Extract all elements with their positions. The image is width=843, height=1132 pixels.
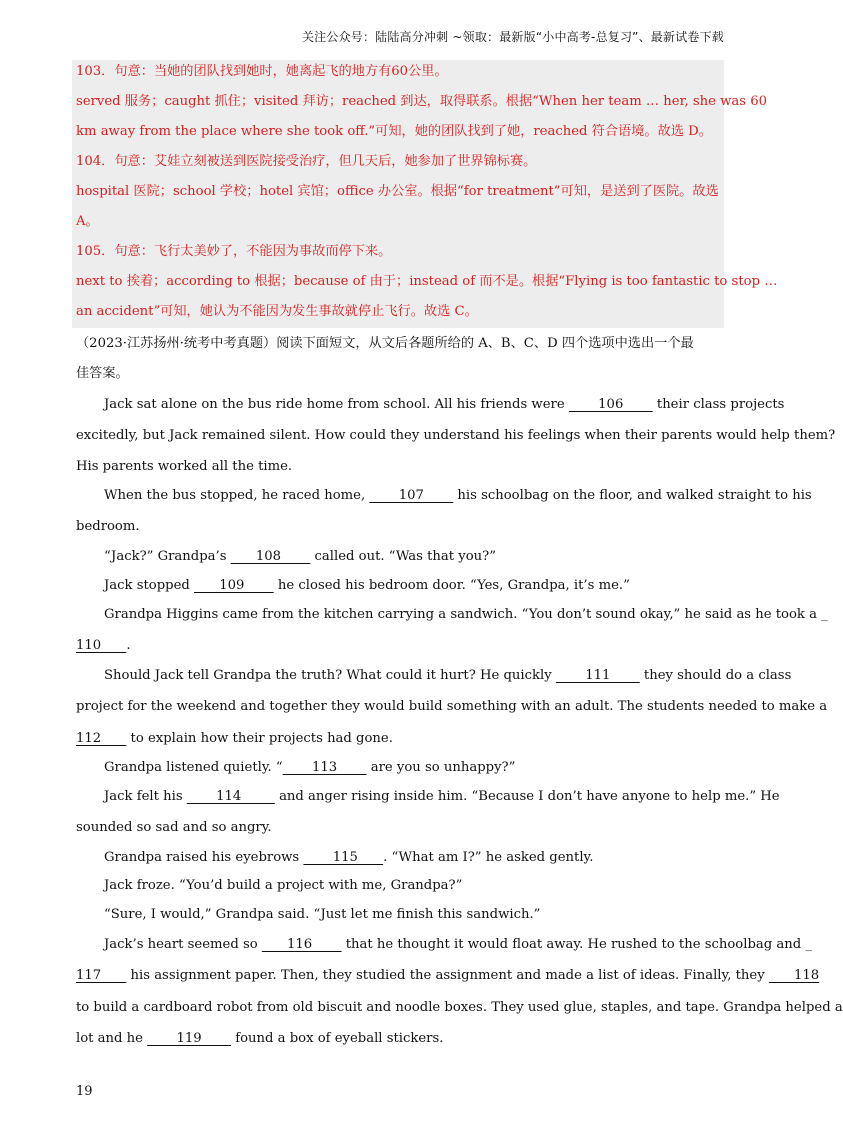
passage-line (104, 843, 724, 873)
passage-text: Jack stopped (104, 578, 195, 593)
answer-line: hospital 医院；school 学校；hotel 宾馆；office 办公室。根据“for treatment”可知，是送到了医院。故选 (76, 184, 719, 199)
passage-line (76, 724, 724, 754)
passage-line: His parents worked all the time. (76, 459, 293, 474)
passage-line: “Sure, I would,” Grandpa said. “Just let me finish this sandwich.” (104, 907, 541, 922)
passage-text: that he thought it would float away. He rushed to the schoolbag and _ (345, 937, 812, 952)
passage-text: and anger rising inside him. “Because I don’t have anyone to help me.” He (279, 789, 780, 804)
passage-line: Jack froze. “You’d build a project with me, Grandpa?” (104, 878, 463, 893)
passage-line (104, 661, 792, 691)
blank-112: 112 (76, 731, 127, 746)
answer-line: an accident”可知，她认为不能因为发生事故就停止飞行。故选 C。 (76, 304, 478, 319)
blank-111: 111 (555, 668, 640, 683)
passage-line (104, 753, 724, 783)
blank-115: 115 (303, 850, 384, 865)
passage-line (104, 571, 724, 601)
passage-line: Grandpa Higgins came from the kitchen carrying a sandwich. “You don’t sound okay,” he said as he took a _ (104, 607, 828, 622)
passage-line (76, 961, 820, 991)
answer-line: next to 挨着；according to 根据；because of 由于；instead of 而不是。根据“Flying is too fantastic to stop … (76, 274, 778, 289)
question-intro: 佳答案。 (76, 366, 129, 381)
passage-text: . “What am I?” he asked gently. (383, 850, 594, 865)
blank-110: 110 (76, 638, 127, 653)
passage-text: Jack’s heart seemed so (104, 937, 262, 952)
passage-text: lot and he (76, 1031, 148, 1046)
blank-113: 113 (282, 760, 367, 775)
passage-line (104, 782, 780, 812)
passage-line (76, 631, 724, 661)
passage-line (104, 930, 812, 960)
passage-line (104, 542, 724, 572)
blank-114: 114 (186, 789, 275, 804)
passage-line: sounded so sad and so angry. (76, 820, 272, 835)
answer-line: served 服务；caught 抓住；visited 拜访；reached 到达，取得联系。根据“When her team … her, she was 60 (76, 94, 767, 109)
blank-119: 119 (147, 1031, 231, 1046)
passage-text: “Jack?” Grandpa’s (104, 549, 231, 564)
passage-text: called out. “Was that you?” (314, 549, 496, 564)
answer-line: 105．句意：飞行太美妙了，不能因为事故而停下来。 (76, 244, 392, 259)
passage-line: to build a cardboard robot from old biscuit and noodle boxes. They used glue, staples, and tape. Grandpa helped a (76, 1000, 843, 1015)
passage-text: they should do a class (643, 668, 792, 683)
blank-118: 118 (768, 968, 820, 983)
page-header: 关注公众号：陆陆高分冲刺 ~领取：最新版“小中高考-总复习”、最新试卷下载 (301, 30, 724, 44)
passage-text: he closed his bedroom door. “Yes, Grandpa, it’s me.” (277, 578, 630, 593)
blank-109: 109 (194, 578, 274, 593)
blank-117: 117 (76, 968, 127, 983)
passage-line (76, 1024, 724, 1054)
passage-line (104, 481, 812, 511)
page-number: 19 (76, 1084, 93, 1099)
blank-108: 108 (230, 549, 311, 564)
passage-text: When the bus stopped, he raced home, (104, 488, 370, 503)
passage-text: his assignment paper. Then, they studied the assignment and made a list of ideas. Finally, they (126, 968, 769, 983)
passage-text: his schoolbag on the floor, and walked straight to his (457, 488, 812, 503)
passage-line: excitedly, but Jack remained silent. How could they understand his feelings when their parents would help them? (76, 428, 836, 443)
passage-line: project for the weekend and together they would build something with an adult. The students needed to make a (76, 699, 828, 714)
answer-line: km away from the place where she took off.”可知，她的团队找到了她，reached 符合语境。故选 D。 (76, 124, 712, 139)
passage-text: their class projects (656, 397, 785, 412)
blank-106: 106 (568, 397, 653, 412)
passage-text: Jack felt his (104, 789, 187, 804)
answer-line: 103．句意：当她的团队找到她时，她离起飞的地方有60公里。 (76, 64, 448, 79)
blank-116: 116 (261, 937, 342, 952)
passage-text: to explain how their projects had gone. (126, 731, 393, 746)
passage-text: Should Jack tell Grandpa the truth? What could it hurt? He quickly (104, 668, 556, 683)
answer-line: 104．句意：艾娃立刻被送到医院接受治疗，但几天后，她参加了世界锦标赛。 (76, 154, 537, 169)
question-intro: （2023·江苏扬州·统考中考真题）阅读下面短文，从文后各题所给的 A、B、C、D 四个选项中选出一个最 (76, 336, 694, 351)
passage-text: Grandpa listened quietly. “ (104, 760, 283, 775)
passage-line: bedroom. (76, 519, 140, 534)
passage-line (104, 390, 785, 420)
blank-107: 107 (369, 488, 454, 503)
passage-text: found a box of eyeball stickers. (235, 1031, 444, 1046)
passage-text: Jack sat alone on the bus ride home from school. All his friends were (104, 397, 565, 412)
passage-text: Grandpa raised his eyebrows (104, 850, 304, 865)
answer-line: A。 (76, 214, 99, 229)
passage-text: are you so unhappy?” (366, 760, 516, 775)
passage-text: . (126, 638, 131, 653)
